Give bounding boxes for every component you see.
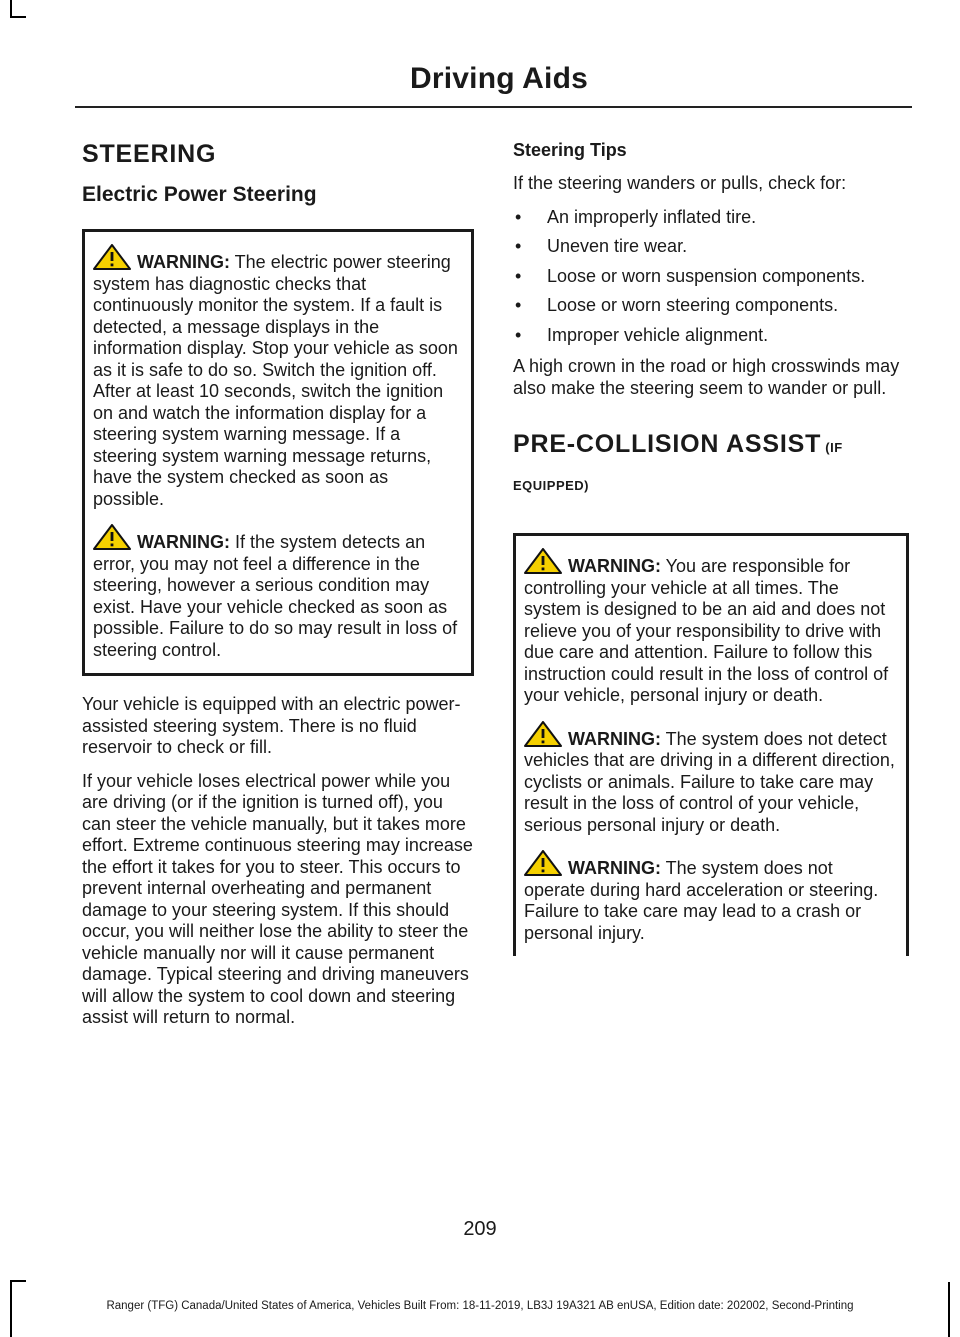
warning-item (524, 548, 898, 707)
list-item (513, 295, 909, 317)
body-paragraph: If your vehicle loses electrical power while you are driving (or if the ignition is turned off), you can steer the vehicle manually, but it takes more effort. Extreme continuous steering may increase the effort it takes for you to steer. This occurs to prevent internal overheating and permanent damage to your steering system. If this should occur, you will neither lose the ability to steer the vehicle manually nor will it cause permanent damage. Typical steering and driving maneuvers will allow the system to cool down and steering assist will return to normal. (82, 770, 473, 1027)
warning-keyword: WARNING: (568, 858, 661, 878)
bullet: • (515, 265, 522, 286)
bullet: • (515, 295, 522, 315)
left-column (82, 140, 474, 1041)
body-paragraph: A high crown in the road or high crosswinds may also make the steering seem to wander or pull. (513, 356, 900, 398)
warning-text: The system does not operate during hard acceleration or steering. Failure to take care may lead to a crash or personal injury. (524, 858, 879, 943)
list-item-text: Loose or worn suspension components. (547, 265, 866, 286)
subsection-title-eps: Electric Power Steering (82, 183, 317, 206)
right-column (513, 140, 909, 974)
section-title-suffix: (IF EQUIPPED) (513, 440, 843, 493)
crop-mark (10, 1280, 26, 1282)
warning-item (93, 244, 463, 510)
crop-mark (10, 0, 12, 16)
warning-keyword: WARNING: (568, 728, 661, 749)
bullet: • (515, 206, 522, 227)
section-title-text: PRE-COLLISION ASSIST (513, 430, 822, 458)
warning-keyword: WARNING: (568, 556, 661, 576)
warning-text: You are responsible for controlling your vehicle at all times. The system is designed to be an aid and does not relieve you of your responsibility to drive with due care and attention. Failure to follow this instruction could result in the loss of control of your vehicle, personal injury or death. (524, 556, 889, 705)
list-item (513, 207, 909, 229)
warning-triangle-icon (524, 850, 562, 876)
list-item (513, 325, 909, 347)
section-title-steering: STEERING (82, 140, 217, 168)
section-title-pre-collision (513, 427, 909, 503)
warning-triangle-icon (93, 244, 131, 270)
list-item-text: An improperly inflated tire. (547, 206, 757, 227)
warning-text: If the system detects an error, you may not feel a difference in the steering, however a serious condition may exist. Have your vehicle checked as soon as possible. Failure to do so may result in loss of steering control. (93, 532, 458, 660)
warning-box (513, 533, 909, 956)
header-divider (75, 106, 912, 108)
list-item-text: Loose or worn steering components. (547, 295, 839, 315)
list-item-text: Uneven tire wear. (547, 236, 688, 256)
steering-tips-list (513, 207, 909, 347)
warning-triangle-icon (524, 721, 562, 747)
warning-keyword: WARNING: (137, 252, 230, 272)
body-paragraph: Your vehicle is equipped with an electric power-assisted steering system. There is no fluid reservoir to check or fill. (82, 694, 461, 757)
steering-tips-title: Steering Tips (513, 140, 627, 160)
crop-mark (10, 16, 26, 18)
warning-text: The system does not detect vehicles that are driving in a different direction, cyclists or animals. Failure to take care may result in the loss of control of your vehicle, serious personal injury or death. (524, 728, 895, 835)
warning-triangle-icon (93, 524, 131, 550)
warning-keyword: WARNING: (137, 532, 230, 552)
footer-edition-line: Ranger (TFG) Canada/United States of America, Vehicles Built From: 18-11-2019, LB3J 19A321 AB enUSA, Edition date: 202002, Second-Printing (106, 1300, 854, 1312)
list-item (513, 266, 909, 288)
warning-triangle-icon (524, 548, 562, 574)
bullet: • (515, 236, 522, 256)
warning-box (82, 229, 474, 676)
warning-item (524, 850, 898, 944)
warning-text: The electric power steering system has diagnostic checks that continuously monitor the system. If a fault is detected, a message displays in the information display. Stop your vehicle as soon as it is safe to do so. Switch the ignition off. After at least 10 seconds, switch the ignition on and watch the information display for a steering system warning message. If a steering system warning message returns, have the system checked as soon as possible. (93, 252, 458, 509)
page-number: 209 (463, 1218, 497, 1240)
list-item-text: Improper vehicle alignment. (547, 324, 769, 345)
list-item (513, 236, 909, 258)
page-header-title: Driving Aids (410, 62, 588, 95)
bullet: • (515, 324, 522, 345)
steering-tips-intro: If the steering wanders or pulls, check for: (513, 173, 847, 193)
warning-item (524, 721, 898, 837)
warning-item (93, 524, 463, 661)
